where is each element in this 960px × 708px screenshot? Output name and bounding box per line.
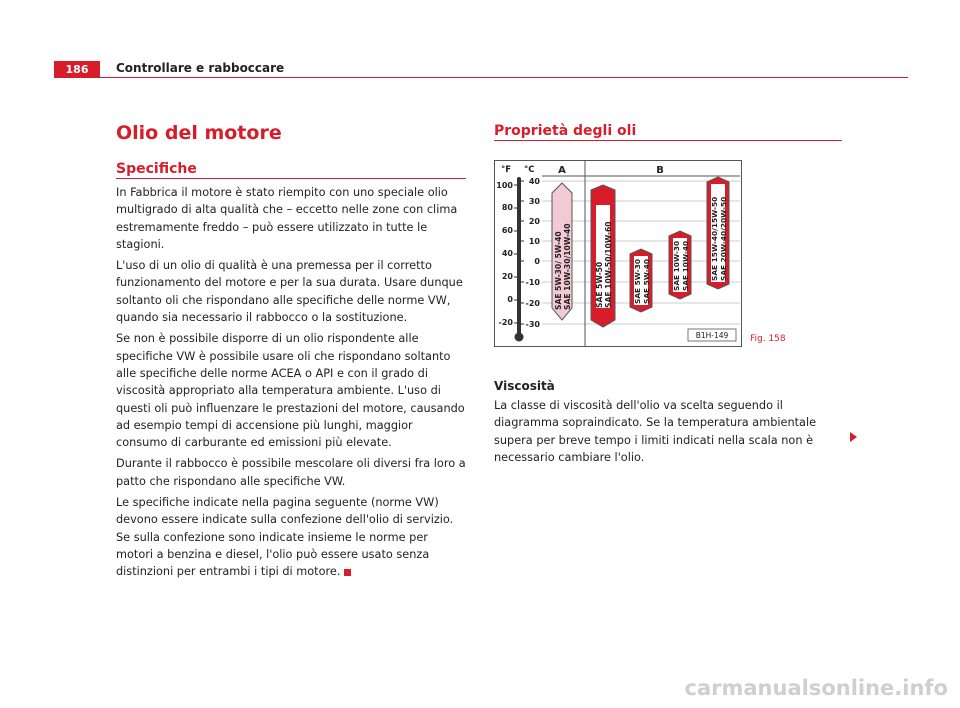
body-text-left	[116, 184, 466, 585]
oil-viscosity-diagram	[494, 160, 742, 347]
f-tick-label: -20	[498, 318, 513, 327]
bar-label: SAE 5W-40	[642, 259, 651, 304]
group-label-b: B	[656, 165, 664, 176]
bar-a-labels	[554, 223, 572, 310]
bar-label: SAE 10W-50/10W-60	[604, 221, 613, 308]
paragraph-text: Le specifiche indicate nella pagina seguente (norme VW) devono essere indicate sulla confezione dell'olio di servizio. Se sulla confezione sono indicate insieme le norme per motori a benzina e diesel, l'olio può essere usato senza distinzioni per entrambi i tipi di motore.	[116, 496, 454, 579]
chapter-title: Olio del motore	[116, 122, 282, 144]
end-of-section-icon	[344, 569, 351, 576]
c-tick-label: -10	[525, 278, 540, 287]
figure-code: B1H-149	[695, 331, 729, 340]
paragraph: In Fabbrica il motore è stato riempito con uno speciale olio multigrado di alta qualità che – eccetto nelle zone con clima estremamente freddo – può essere utilizzato in tutte le stagioni.	[116, 186, 458, 251]
c-tick-label: 0	[534, 257, 540, 266]
c-tick-label: 30	[528, 197, 540, 206]
viscosity-diagram-svg	[494, 160, 742, 347]
bar-label: SAE 10W-30	[672, 240, 681, 291]
bar-label: SAE 10W-30/10W-40	[563, 223, 572, 310]
paragraph: Durante il rabbocco è possibile mescolare oli diversi fra loro a patto che rispondano alle specifiche VW.	[116, 457, 466, 488]
paragraph: L'uso di un olio di qualità è una premessa per il corretto funzionamento del motore e per la sua durata. Usare dunque soltanto oli che rispondano alle specifiche delle norme VW, quando sia necessario il rabbocco o la sostituzione.	[116, 259, 463, 325]
f-tick-label: 80	[501, 203, 513, 212]
f-tick-label: 60	[501, 226, 513, 235]
diagram-frame	[495, 161, 742, 347]
bar-b2-labels	[633, 259, 651, 304]
thermometer-bulb	[515, 333, 524, 342]
paragraph-last	[116, 494, 466, 580]
bar-label: SAE 20W-40/20W-50	[719, 196, 728, 281]
c-tick-label: 10	[528, 237, 540, 246]
running-title: Controllare e rabboccare	[116, 61, 285, 75]
section-rule	[494, 140, 842, 141]
f-tick-label: 40	[501, 249, 513, 258]
paragraph: Se non è possibile disporre di un olio rispondente alle specifiche VW è possibile usare oli che rispondano soltanto alle specifiche delle norme ACEA o API e con il grado di viscosità appropriato alla temperatura ambiente. L'uso di questi oli può influenzare le prestazioni del motore, causando ad esempio tempi di accensione più lunghi, maggior consumo di carburante ed emissioni più elevate.	[116, 332, 465, 450]
bar-label: SAE 5W-50	[595, 261, 604, 308]
section-title-specifiche: Specifiche	[116, 161, 197, 177]
c-tick-label: -30	[525, 320, 540, 329]
section-rule	[116, 178, 466, 179]
section-title-proprieta: Proprietà degli oli	[494, 123, 637, 139]
f-tick-label: 100	[496, 181, 513, 190]
bar-b3-labels	[672, 241, 690, 291]
group-label-a: A	[558, 165, 566, 176]
bar-label: SAE 5W-30/ 5W-40	[554, 231, 563, 310]
subheading-viscosita: Viscosità	[494, 379, 555, 393]
f-tick-label: 0	[507, 295, 513, 304]
f-tick-label: 20	[501, 272, 513, 281]
thermometer-tube	[517, 177, 521, 335]
bar-label: SAE 5W-30	[633, 259, 642, 304]
c-tick-label: 20	[528, 217, 540, 226]
page-number: 186	[54, 61, 100, 77]
watermark: carmanualsonline.info	[684, 676, 948, 700]
c-tick-label: 40	[528, 177, 540, 186]
header-rule	[54, 77, 908, 78]
unit-fahrenheit: °F	[501, 165, 512, 175]
paragraph: La classe di viscosità dell'olio va scelta seguendo il diagramma sopraindicato. Se la temperatura ambientale supera per breve tempo i limiti indicati nella scala non è necessario cambiare l'olio.	[494, 399, 817, 464]
bar-label: SAE 15W-40/15W-50	[710, 196, 719, 281]
bar-b4-labels	[710, 197, 728, 281]
continue-arrow-icon	[850, 432, 857, 442]
body-text-right	[494, 397, 844, 466]
unit-celsius: °C	[524, 165, 535, 175]
bar-label: SAE 10W-40	[681, 240, 690, 291]
c-tick-label: -20	[525, 299, 540, 308]
figure-caption: Fig. 158	[750, 334, 786, 344]
